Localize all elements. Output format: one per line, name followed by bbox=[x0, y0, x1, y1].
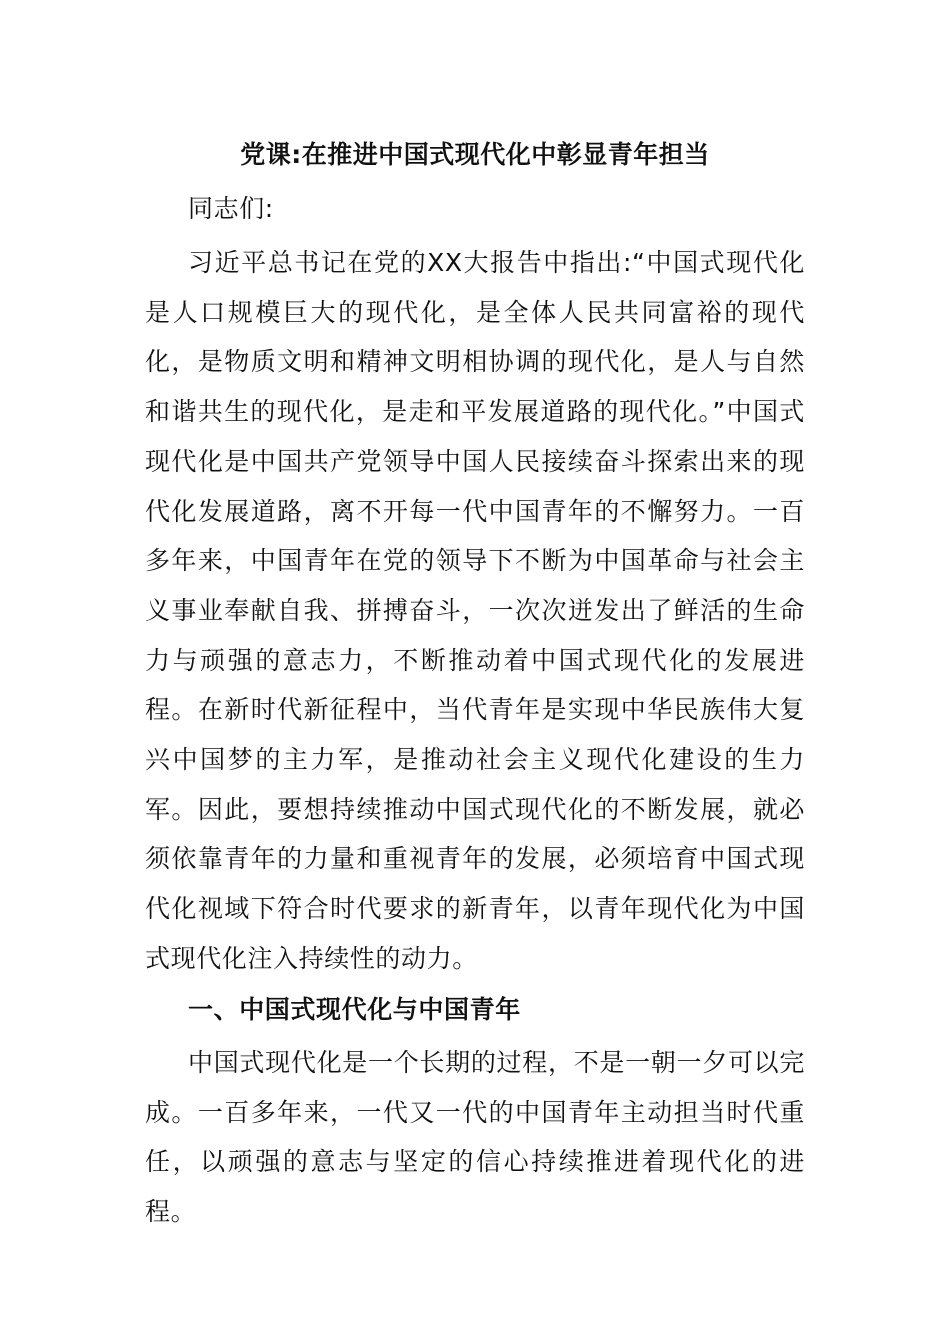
salutation: 同志们: bbox=[188, 194, 274, 223]
paragraph-section-1: 中国式现代化是一个长期的过程，不是一朝一夕可以完成。一百多年来，一代又一代的中国青年主动担当时代重任，以顽强的意志与坚定的信心持续推进着现代化的进程。 bbox=[145, 1048, 805, 1227]
section-heading-1: 一、中国式现代化与中国青年 bbox=[188, 995, 521, 1024]
paragraph-intro: 习近平总书记在党的XX大报告中指出:“中国式现代化是人口规模巨大的现代化，是全体人民共同富裕的现代化，是物质文明和精神文明相协调的现代化，是人与自然和谐共生的现代化，是走和平发展道路的现代化。”中国式现代化是中国共产党领导中国人民接续奋斗探索出来的现代化发展道路，离不开每一代中国青年的不懈努力。一百多年来，中国青年在党的领导下不断为中国革命与社会主义事业奉献自我、拼搏奋斗，一次次迸发出了鲜活的生命力与顽强的意志力，不断推动着中国式现代化的发展进程。在新时代新征程中，当代青年是实现中华民族伟大复兴中国梦的主力军，是推动社会主义现代化建设的生力军。因此，要想持续推动中国式现代化的不断发展，就必须依靠青年的力量和重视青年的发展，必须培育中国式现代化视域下符合时代要求的新青年，以青年现代化为中国式现代化注入持续性的动力。 bbox=[145, 248, 805, 973]
document-title: 党课:在推进中国式现代化中彰显青年担当 bbox=[240, 140, 710, 169]
